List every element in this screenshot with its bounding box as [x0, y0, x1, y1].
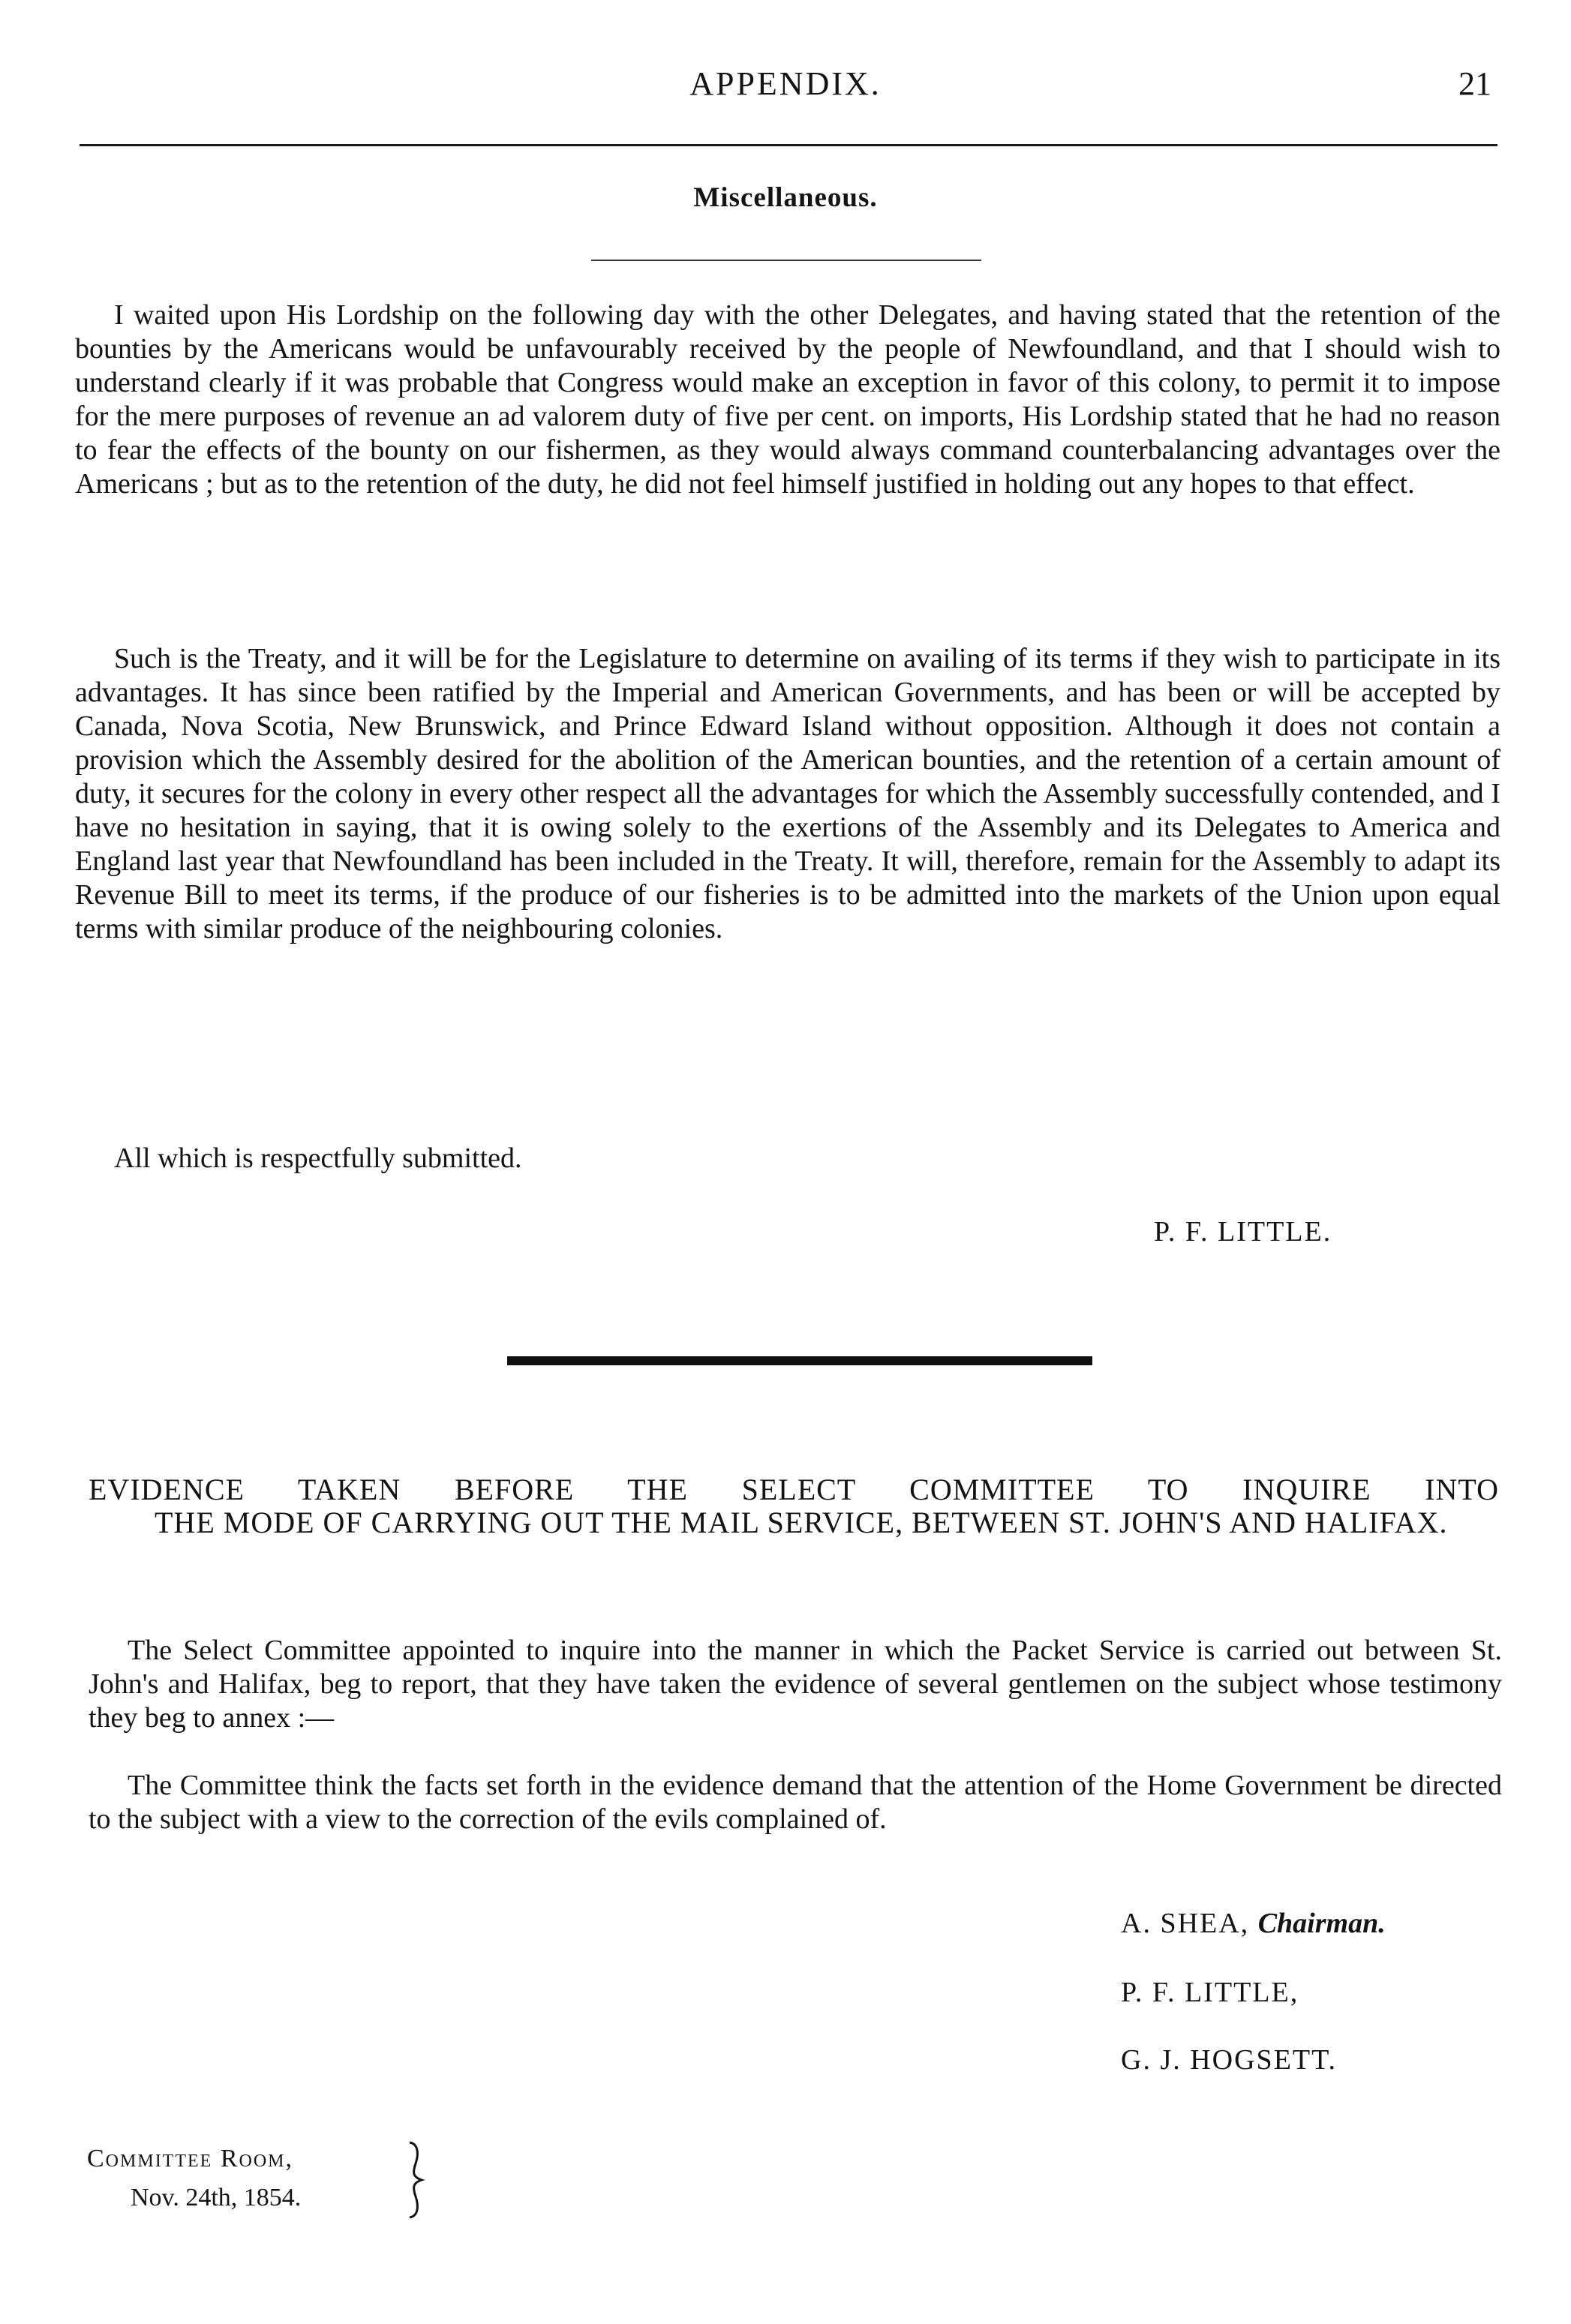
paragraph-text: Such is the Treaty, and it will be for the Legislature to determine on availing of its terms if they wish to participate in its advantages. It has since been ratified by the Imperial and American Governments, and has been or will be accepted by Canada, Nova Scotia, New Brunswick, and Prince Edward Island without opposition. Although it does not contain a provision which the Assembly desired for the abolition of the American bounties, and the retention of a certain amount of duty, it secures for the colony in every other respect all the advantages for which the Assembly successfully contended, and I have no hesitation in saying, that it is owing solely to the exertions of the Assembly and its Delegates to America and England last year that Newfoundland has been included in the Treaty. It will, therefore, remain for the Assembly to adapt its Revenue Bill to meet its terms, if the produce of our fisheries is to be admitted into the markets of the Union upon equal terms with similar produce of the neighbouring colonies.	[75, 643, 1500, 944]
signature-little-committee: P. F. LITTLE,	[1121, 1977, 1299, 2008]
running-head	[0, 60, 1571, 105]
signatory-role: Chairman.	[1257, 1908, 1386, 1939]
paragraph-treaty	[75, 642, 1500, 946]
running-title: APPENDIX.	[689, 65, 882, 102]
header-rule	[80, 144, 1497, 146]
signature-hogsett: G. J. HOGSETT.	[1121, 2044, 1338, 2076]
dateline-place: Committee Room,	[87, 2145, 294, 2172]
paragraph-committee-recommendation	[89, 1769, 1502, 1836]
evidence-heading-line2: THE MODE OF CARRYING OUT THE MAIL SERVICE, BETWEEN ST. JOHN'S AND HALIFAX.	[155, 1506, 1448, 1539]
page-number: 21	[1458, 65, 1491, 102]
signatory-name: A. SHEA,	[1121, 1908, 1250, 1939]
section-title: Miscellaneous.	[693, 182, 878, 213]
dateline	[87, 2139, 301, 2217]
signature-shea	[1121, 1907, 1386, 1940]
section-divider	[507, 1356, 1092, 1365]
paragraph-delegates	[75, 299, 1500, 501]
dateline-date: Nov. 24th, 1854.	[131, 2184, 302, 2211]
paragraph-text: The Select Committee appointed to inquire into the manner in which the Packet Service is carried out between St. John's and Halifax, beg to report, that they have taken the evidence of several gentlemen on the subject whose testimony they beg to annex :—	[89, 1635, 1502, 1734]
signature-little: P. F. LITTLE.	[1154, 1216, 1332, 1248]
submitted-line: All which is respectfully submitted.	[114, 1142, 522, 1174]
paragraph-committee-report	[89, 1634, 1502, 1735]
evidence-heading	[89, 1473, 1499, 1539]
section-rule	[591, 260, 981, 261]
paragraph-text: The Committee think the facts set forth in the evidence demand that the attention of the Home Government be directed to the subject with a view to the correction of the evils complained of.	[89, 1770, 1502, 1835]
paragraph-text: I waited upon His Lordship on the following day with the other Delegates, and having stated that the retention of the bounties by the Americans would be unfavourably received by the people of Newfoundland, and that I should wish to understand clearly if it was probable that Congress would make an exception in favor of this colony, to permit it to impose for the mere purposes of revenue an ad valorem duty of five per cent. on imports, His Lordship stated that he had no reason to fear the effects of the bounty on our fishermen, as they would always command counterbalancing advantages over the Americans ; but as to the retention of the duty, he did not feel himself justified in holding out any hopes to that effect.	[75, 299, 1500, 500]
evidence-heading-line1: EVIDENCE TAKEN BEFORE THE SELECT COMMITTEE TO INQUIRE INTO	[89, 1473, 1499, 1506]
brace-icon	[405, 2141, 426, 2219]
